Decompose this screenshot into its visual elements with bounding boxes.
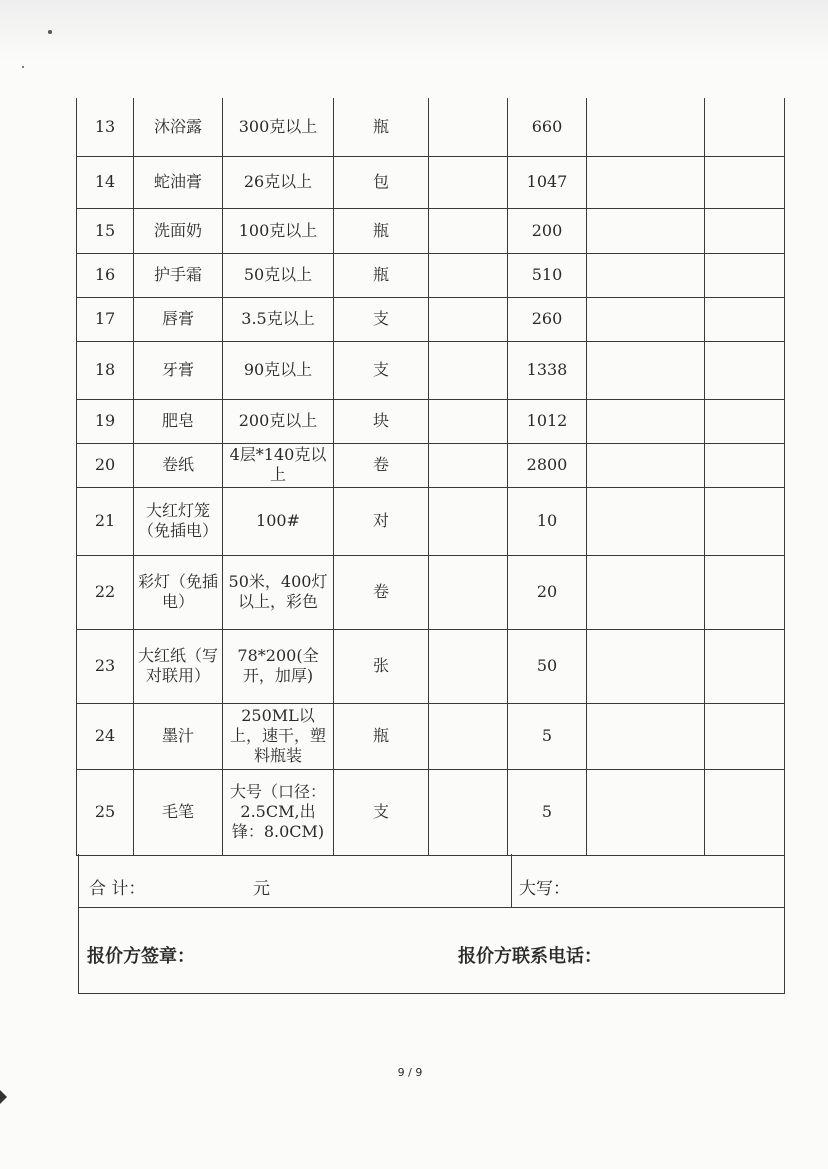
item-spec-cell: 26克以上 xyxy=(223,156,334,208)
phone-label: 报价方联系电话： xyxy=(458,946,602,967)
item-name-cell: 肥皂 xyxy=(134,399,223,443)
scan-edge-mark xyxy=(0,1090,7,1104)
item-number-cell: 13 xyxy=(77,98,134,156)
item-quantity-cell: 2800 xyxy=(508,443,587,487)
item-unit-cell: 块 xyxy=(334,399,429,443)
item-spec-cell: 250ML以上，速干，塑料瓶装 xyxy=(223,703,334,769)
item-name-cell: 毛笔 xyxy=(134,769,223,855)
unit-price-cell xyxy=(587,399,705,443)
item-name-cell: 牙膏 xyxy=(134,341,223,399)
item-quantity-cell: 20 xyxy=(508,555,587,629)
total-label: 合 计： xyxy=(89,879,146,899)
items-table-wrap xyxy=(76,98,784,856)
amount-cell xyxy=(705,98,785,156)
item-name-cell: 洗面奶 xyxy=(134,208,223,253)
scan-speck xyxy=(22,66,24,68)
item-number-cell: 14 xyxy=(77,156,134,208)
item-spec-cell: 4层*140克以上 xyxy=(223,443,334,487)
table-row xyxy=(77,297,785,341)
total-currency-unit: 元 xyxy=(253,879,270,899)
amount-cell xyxy=(705,555,785,629)
table-row xyxy=(77,156,785,208)
total-divider xyxy=(511,854,512,907)
item-name-cell: 蛇油膏 xyxy=(134,156,223,208)
table-row xyxy=(77,399,785,443)
item-quantity-cell: 260 xyxy=(508,297,587,341)
item-quantity-cell: 660 xyxy=(508,98,587,156)
table-row xyxy=(77,208,785,253)
blank-cell xyxy=(429,341,508,399)
amount-cell xyxy=(705,341,785,399)
page-number: 9 / 9 xyxy=(397,1066,423,1079)
table-row xyxy=(77,443,785,487)
table-row xyxy=(77,703,785,769)
blank-cell xyxy=(429,98,508,156)
unit-price-cell xyxy=(587,555,705,629)
item-number-cell: 16 xyxy=(77,253,134,297)
signature-label: 报价方签章： xyxy=(87,946,195,967)
unit-price-cell xyxy=(587,208,705,253)
scan-speck xyxy=(48,30,52,34)
item-quantity-cell: 510 xyxy=(508,253,587,297)
amount-cell xyxy=(705,769,785,855)
items-table-body xyxy=(77,98,785,855)
item-number-cell: 25 xyxy=(77,769,134,855)
item-quantity-cell: 50 xyxy=(508,629,587,703)
unit-price-cell xyxy=(587,629,705,703)
blank-cell xyxy=(429,253,508,297)
amount-cell xyxy=(705,297,785,341)
item-spec-cell: 100# xyxy=(223,487,334,555)
table-row xyxy=(77,555,785,629)
item-name-cell: 沐浴露 xyxy=(134,98,223,156)
item-unit-cell: 支 xyxy=(334,769,429,855)
blank-cell xyxy=(429,208,508,253)
amount-cell xyxy=(705,253,785,297)
total-row xyxy=(79,854,784,908)
item-spec-cell: 300克以上 xyxy=(223,98,334,156)
blank-cell xyxy=(429,443,508,487)
unit-price-cell xyxy=(587,443,705,487)
unit-price-cell xyxy=(587,253,705,297)
blank-cell xyxy=(429,555,508,629)
item-unit-cell: 瓶 xyxy=(334,98,429,156)
item-spec-cell: 90克以上 xyxy=(223,341,334,399)
item-quantity-cell: 1047 xyxy=(508,156,587,208)
item-quantity-cell: 200 xyxy=(508,208,587,253)
amount-cell xyxy=(705,208,785,253)
item-quantity-cell: 10 xyxy=(508,487,587,555)
blank-cell xyxy=(429,399,508,443)
item-number-cell: 23 xyxy=(77,629,134,703)
item-name-cell: 护手霜 xyxy=(134,253,223,297)
item-unit-cell: 支 xyxy=(334,341,429,399)
item-number-cell: 24 xyxy=(77,703,134,769)
item-unit-cell: 卷 xyxy=(334,555,429,629)
items-table xyxy=(76,98,785,856)
item-unit-cell: 卷 xyxy=(334,443,429,487)
item-unit-cell: 包 xyxy=(334,156,429,208)
item-unit-cell: 瓶 xyxy=(334,703,429,769)
item-spec-cell: 100克以上 xyxy=(223,208,334,253)
unit-price-cell xyxy=(587,769,705,855)
amount-cell xyxy=(705,487,785,555)
item-spec-cell: 3.5克以上 xyxy=(223,297,334,341)
table-row xyxy=(77,629,785,703)
blank-cell xyxy=(429,629,508,703)
unit-price-cell xyxy=(587,156,705,208)
amount-cell xyxy=(705,629,785,703)
item-unit-cell: 瓶 xyxy=(334,253,429,297)
table-row xyxy=(77,769,785,855)
unit-price-cell xyxy=(587,98,705,156)
scan-shading xyxy=(0,0,828,60)
item-number-cell: 15 xyxy=(77,208,134,253)
item-spec-cell: 200克以上 xyxy=(223,399,334,443)
item-unit-cell: 对 xyxy=(334,487,429,555)
table-row xyxy=(77,98,785,156)
unit-price-cell xyxy=(587,487,705,555)
item-spec-cell: 50米，400灯以上，彩色 xyxy=(223,555,334,629)
table-row xyxy=(77,487,785,555)
item-name-cell: 大红灯笼（免插电） xyxy=(134,487,223,555)
item-number-cell: 20 xyxy=(77,443,134,487)
item-unit-cell: 瓶 xyxy=(334,208,429,253)
item-number-cell: 19 xyxy=(77,399,134,443)
item-name-cell: 唇膏 xyxy=(134,297,223,341)
blank-cell xyxy=(429,487,508,555)
item-number-cell: 17 xyxy=(77,297,134,341)
amount-cell xyxy=(705,156,785,208)
item-name-cell: 彩灯（免插电） xyxy=(134,555,223,629)
item-quantity-cell: 5 xyxy=(508,703,587,769)
item-spec-cell: 78*200(全开，加厚) xyxy=(223,629,334,703)
item-spec-cell: 大号（口径：2.5CM,出锋：8.0CM) xyxy=(223,769,334,855)
blank-cell xyxy=(429,769,508,855)
item-quantity-cell: 1012 xyxy=(508,399,587,443)
item-spec-cell: 50克以上 xyxy=(223,253,334,297)
item-number-cell: 18 xyxy=(77,341,134,399)
amount-cell xyxy=(705,443,785,487)
amount-cell xyxy=(705,703,785,769)
blank-cell xyxy=(429,156,508,208)
table-row xyxy=(77,341,785,399)
capital-amount-label: 大写： xyxy=(519,879,570,899)
table-row xyxy=(77,253,785,297)
item-unit-cell: 支 xyxy=(334,297,429,341)
item-quantity-cell: 1338 xyxy=(508,341,587,399)
item-quantity-cell: 5 xyxy=(508,769,587,855)
item-unit-cell: 张 xyxy=(334,629,429,703)
item-name-cell: 墨汁 xyxy=(134,703,223,769)
item-name-cell: 卷纸 xyxy=(134,443,223,487)
item-number-cell: 21 xyxy=(77,487,134,555)
item-name-cell: 大红纸（写对联用） xyxy=(134,629,223,703)
unit-price-cell xyxy=(587,703,705,769)
blank-cell xyxy=(429,297,508,341)
summary-box xyxy=(78,854,785,994)
item-number-cell: 22 xyxy=(77,555,134,629)
amount-cell xyxy=(705,399,785,443)
unit-price-cell xyxy=(587,297,705,341)
blank-cell xyxy=(429,703,508,769)
unit-price-cell xyxy=(587,341,705,399)
